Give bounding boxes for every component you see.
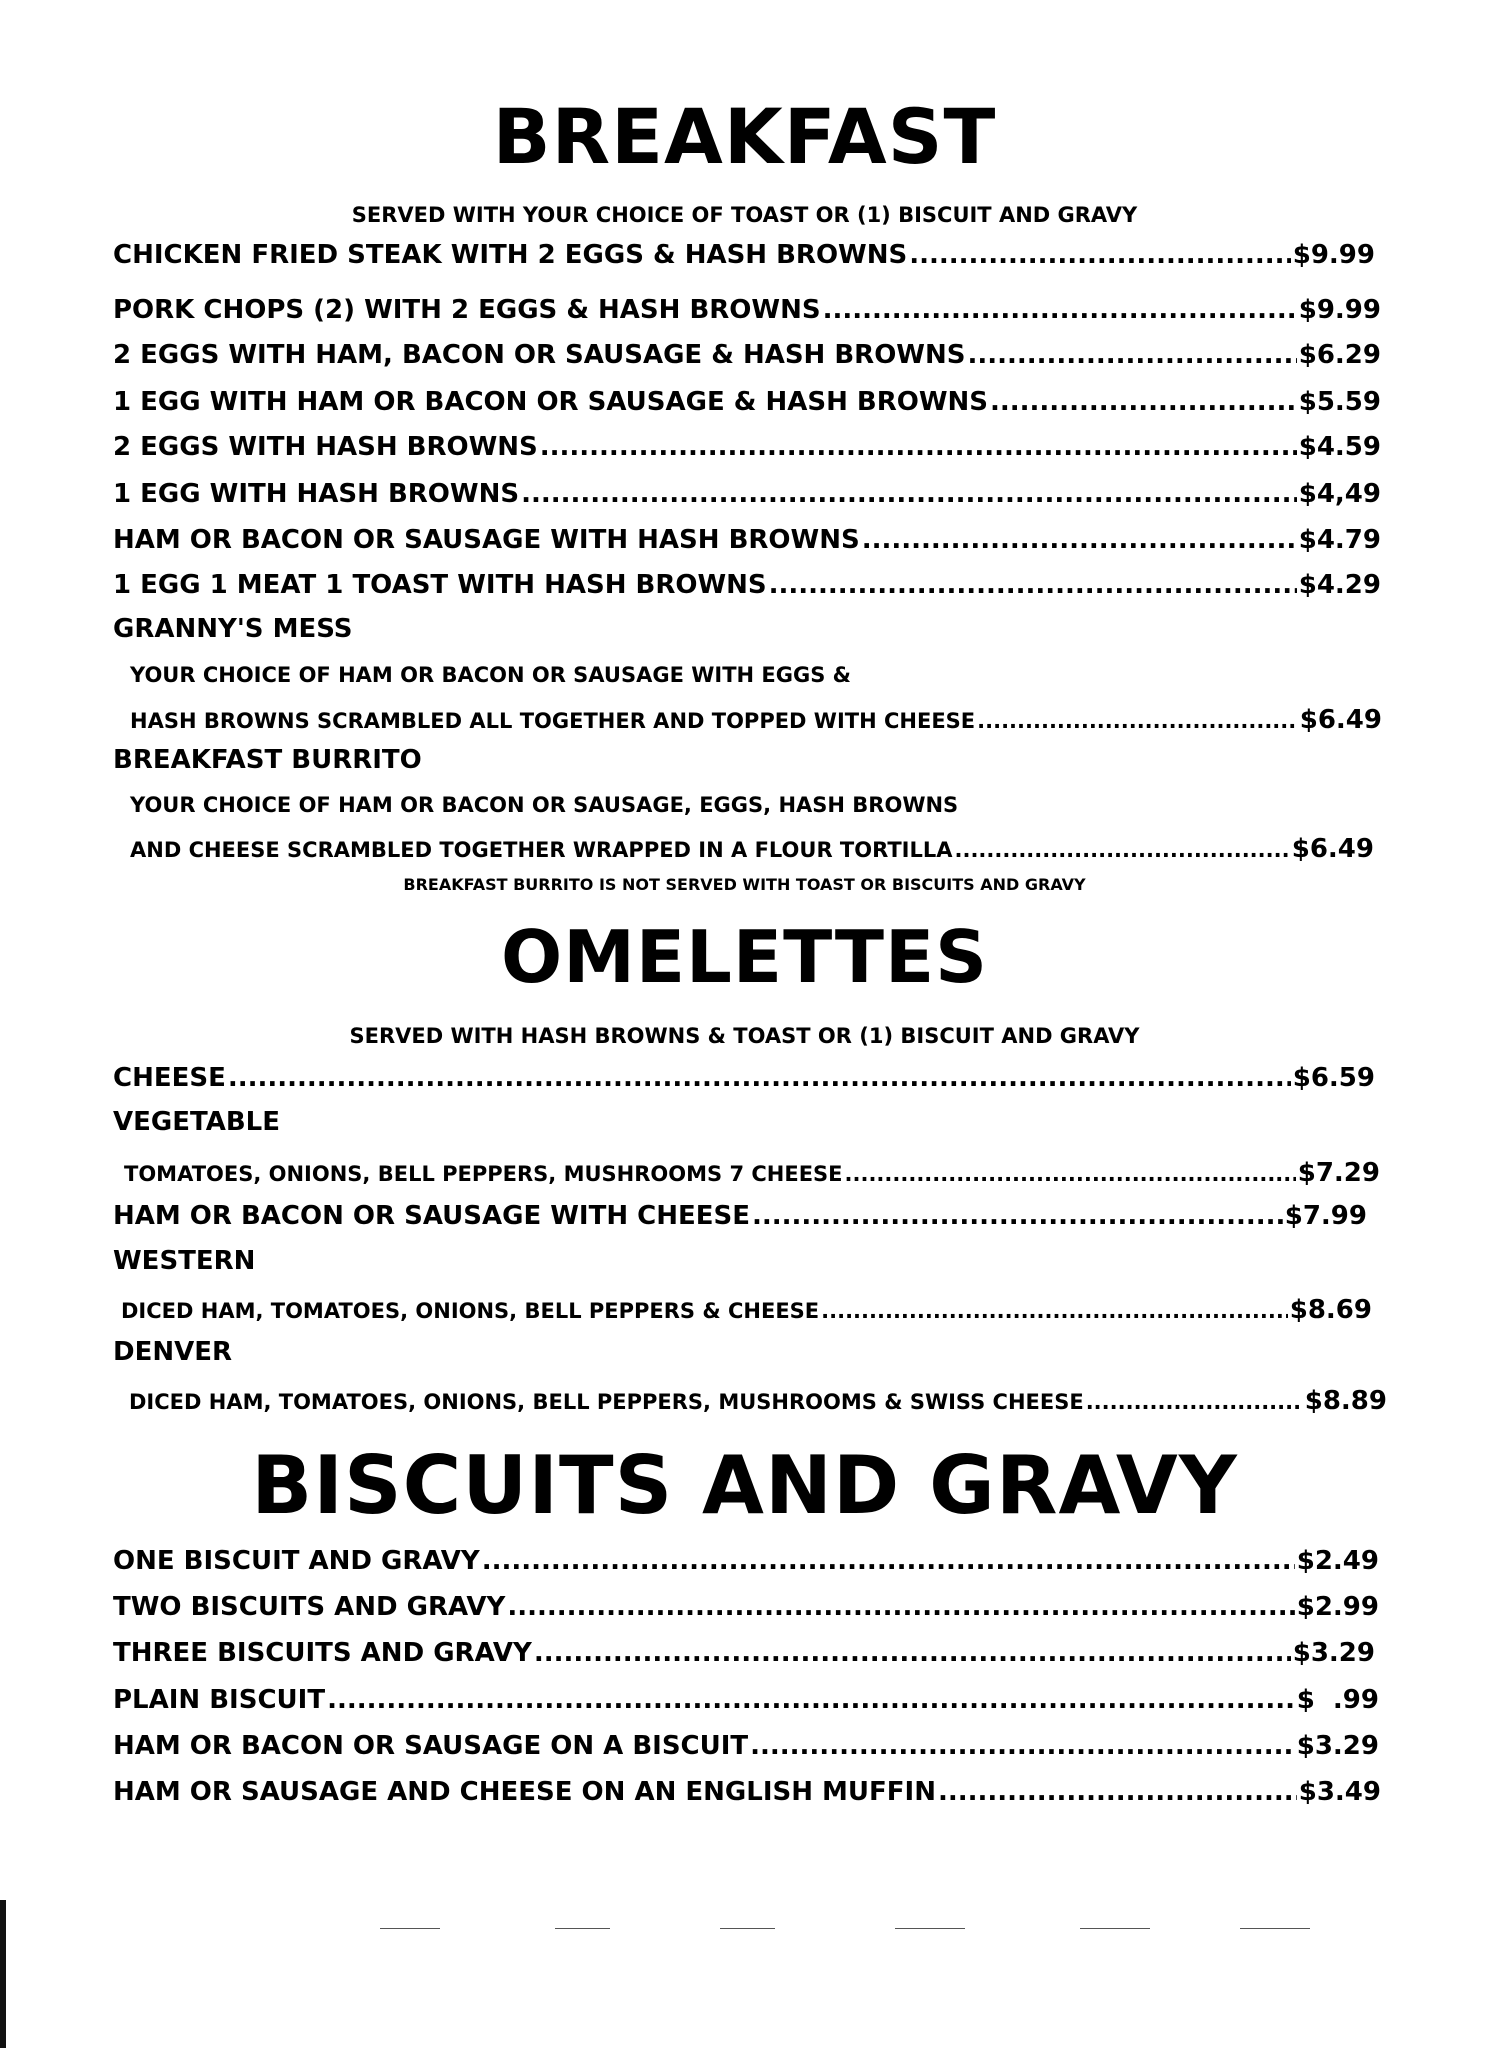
menu-item <box>113 1636 1375 1670</box>
menu-item-vegetable <box>124 1156 1380 1190</box>
dot-leader <box>862 523 1297 557</box>
item-price: $4.79 <box>1298 525 1381 555</box>
dot-leader <box>938 1775 1297 1809</box>
grannys-mess-description-line2: HASH BROWNS SCRAMBLED ALL TOGETHER AND TOPPED WITH CHEESE <box>130 709 976 733</box>
menu-item <box>113 1729 1379 1763</box>
dot-leader <box>327 1683 1295 1717</box>
menu-item-western <box>121 1293 1372 1327</box>
item-price: $4.29 <box>1298 570 1381 600</box>
item-label: 2 EGGS WITH HASH BROWNS <box>113 432 538 462</box>
item-label: PORK CHOPS (2) WITH 2 EGGS & HASH BROWNS <box>113 295 821 325</box>
dot-leader <box>1086 1387 1303 1417</box>
burrito-description-line2: AND CHEESE SCRAMBLED TOGETHER WRAPPED IN A FLOUR TORTILLA <box>130 838 953 862</box>
item-price: $2.49 <box>1296 1546 1379 1576</box>
breakfast-heading: BREAKFAST <box>492 92 997 181</box>
omelettes-subtitle: SERVED WITH HASH BROWNS & TOAST OR (1) BISCUIT AND GRAVY <box>349 1024 1140 1048</box>
item-label: HAM OR BACON OR SAUSAGE WITH CHEESE <box>113 1201 750 1231</box>
dot-leader <box>967 338 1296 372</box>
vegetable-title: VEGETABLE <box>113 1107 280 1137</box>
scan-artifact-line <box>1080 1928 1150 1929</box>
dot-leader <box>521 477 1297 511</box>
item-label: PLAIN BISCUIT <box>113 1685 326 1715</box>
item-price: $3.49 <box>1298 1777 1381 1807</box>
item-price: $7.99 <box>1284 1201 1367 1231</box>
menu-item <box>113 477 1381 511</box>
item-label: HAM OR SAUSAGE AND CHEESE ON AN ENGLISH MUFFIN <box>113 1777 936 1807</box>
menu-item <box>113 293 1381 327</box>
denver-description: DICED HAM, TOMATOES, ONIONS, BELL PEPPERS, MUSHROOMS & SWISS CHEESE <box>129 1390 1084 1414</box>
menu-item-meat-omelette <box>113 1199 1367 1233</box>
scan-artifact-line <box>380 1928 440 1929</box>
grannys-mess-price: $6.49 <box>1299 705 1382 735</box>
item-price: $ .99 <box>1296 1685 1379 1715</box>
burrito-title: BREAKFAST BURRITO <box>113 745 422 775</box>
item-price: $4,49 <box>1298 479 1381 509</box>
menu-item <box>113 523 1381 557</box>
dot-leader <box>228 1061 1291 1095</box>
item-label: THREE BISCUITS AND GRAVY <box>113 1638 532 1668</box>
dot-leader <box>821 1296 1288 1326</box>
scan-edge-mark <box>0 1900 6 2048</box>
dot-leader <box>752 1199 1283 1233</box>
menu-item <box>113 238 1375 272</box>
menu-item <box>113 338 1381 372</box>
scan-artifact-line <box>720 1928 775 1929</box>
item-price: $9.99 <box>1292 240 1375 270</box>
item-price: $2.99 <box>1296 1592 1379 1622</box>
scan-artifact-line <box>555 1928 610 1929</box>
dot-leader <box>909 238 1291 272</box>
dot-leader <box>540 430 1297 464</box>
western-price: $8.69 <box>1289 1295 1372 1325</box>
item-label: HAM OR BACON OR SAUSAGE ON A BISCUIT <box>113 1731 749 1761</box>
denver-title: DENVER <box>113 1337 233 1367</box>
menu-item-burrito <box>130 832 1374 866</box>
item-price: $5.59 <box>1298 387 1381 417</box>
menu-item <box>113 568 1381 602</box>
dot-leader <box>823 293 1297 327</box>
omelettes-heading: OMELETTES <box>500 915 989 999</box>
dot-leader <box>750 1729 1295 1763</box>
biscuits-heading: BISCUITS AND GRAVY <box>251 1439 1238 1532</box>
item-price: $3.29 <box>1292 1638 1375 1668</box>
scan-artifact-line <box>1240 1928 1310 1929</box>
denver-price: $8.89 <box>1304 1386 1387 1416</box>
item-price: $6.59 <box>1292 1063 1375 1093</box>
item-label: ONE BISCUIT AND GRAVY <box>113 1546 480 1576</box>
dot-leader <box>955 835 1290 865</box>
menu-item <box>113 1590 1379 1624</box>
item-label: 1 EGG WITH HASH BROWNS <box>113 479 520 509</box>
dot-leader <box>534 1636 1291 1670</box>
item-price: $6.29 <box>1298 340 1381 370</box>
menu-item-denver <box>129 1384 1387 1418</box>
menu-item <box>113 1775 1381 1809</box>
menu-item-grannys-mess <box>130 703 1382 737</box>
item-label: HAM OR BACON OR SAUSAGE WITH HASH BROWNS <box>113 525 860 555</box>
menu-item <box>113 430 1381 464</box>
item-label: 2 EGGS WITH HAM, BACON OR SAUSAGE & HASH BROWNS <box>113 340 966 370</box>
item-price: $9.99 <box>1298 295 1381 325</box>
burrito-price: $6.49 <box>1291 834 1374 864</box>
item-price: $3.29 <box>1296 1731 1379 1761</box>
item-label: 1 EGG 1 MEAT 1 TOAST WITH HASH BROWNS <box>113 570 767 600</box>
dot-leader <box>769 568 1297 602</box>
menu-item <box>113 385 1381 419</box>
western-title: WESTERN <box>113 1246 256 1276</box>
dot-leader <box>482 1544 1295 1578</box>
dot-leader <box>977 706 1298 736</box>
item-price: $4.59 <box>1298 432 1381 462</box>
menu-item-cheese <box>113 1061 1375 1095</box>
dot-leader <box>990 385 1297 419</box>
dot-leader <box>845 1159 1296 1189</box>
burrito-note: BREAKFAST BURRITO IS NOT SERVED WITH TOAST OR BISCUITS AND GRAVY <box>403 875 1086 894</box>
grannys-mess-title: GRANNY'S MESS <box>113 614 353 644</box>
item-label: CHEESE <box>113 1063 226 1093</box>
grannys-mess-description-line1: YOUR CHOICE OF HAM OR BACON OR SAUSAGE WITH EGGS & <box>130 663 851 687</box>
menu-item <box>113 1683 1379 1717</box>
breakfast-subtitle: SERVED WITH YOUR CHOICE OF TOAST OR (1) BISCUIT AND GRAVY <box>351 203 1138 227</box>
scan-artifact-line <box>895 1928 965 1929</box>
item-label: TWO BISCUITS AND GRAVY <box>113 1592 506 1622</box>
item-label: CHICKEN FRIED STEAK WITH 2 EGGS & HASH BROWNS <box>113 240 908 270</box>
dot-leader <box>507 1590 1294 1624</box>
vegetable-price: $7.29 <box>1297 1158 1380 1188</box>
burrito-description-line1: YOUR CHOICE OF HAM OR BACON OR SAUSAGE, EGGS, HASH BROWNS <box>130 793 959 817</box>
western-description: DICED HAM, TOMATOES, ONIONS, BELL PEPPERS & CHEESE <box>121 1299 820 1323</box>
item-label: 1 EGG WITH HAM OR BACON OR SAUSAGE & HASH BROWNS <box>113 387 989 417</box>
menu-item <box>113 1544 1379 1578</box>
vegetable-description: TOMATOES, ONIONS, BELL PEPPERS, MUSHROOMS 7 CHEESE <box>124 1162 843 1186</box>
